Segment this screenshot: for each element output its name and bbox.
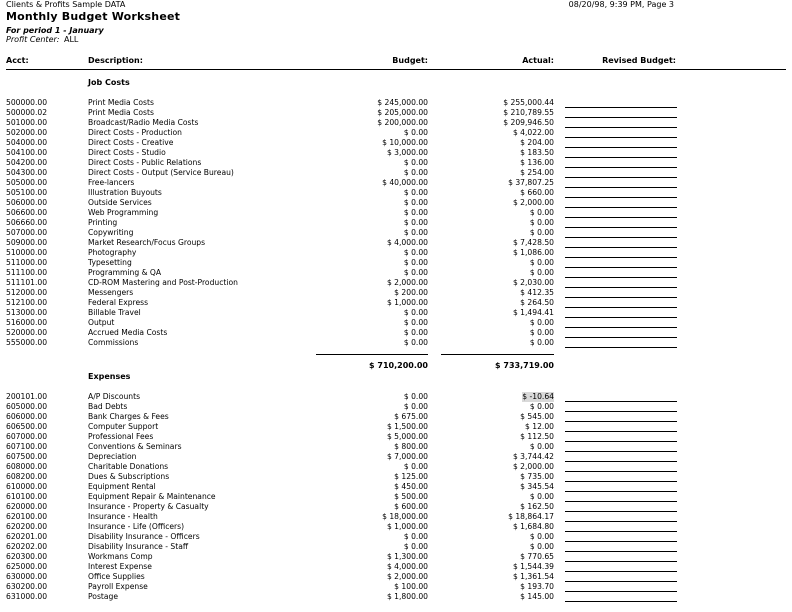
account-number: 620000.00	[6, 502, 48, 511]
budget-amount: $ 0.00	[403, 462, 428, 471]
account-number: 620300.00	[6, 552, 48, 561]
account-number: 200101.00	[6, 392, 48, 401]
table-row	[0, 412, 792, 422]
table-row	[0, 512, 792, 522]
header-rule	[6, 69, 786, 70]
budget-amount: $ 125.00	[394, 472, 428, 481]
actual-amount: $ 0.00	[529, 542, 554, 551]
table-row	[0, 522, 792, 532]
actual-amount: $ 193.70	[520, 582, 554, 591]
table-row	[0, 562, 792, 572]
budget-amount: $ 0.00	[403, 208, 428, 217]
account-description: Professional Fees	[88, 432, 154, 441]
actual-amount: $ 145.00	[520, 592, 554, 601]
budget-amount: $ 7,000.00	[386, 452, 428, 461]
table-row	[0, 552, 792, 562]
account-number: 607100.00	[6, 442, 48, 451]
budget-amount: $ 0.00	[403, 328, 428, 337]
account-description: Print Media Costs	[88, 108, 154, 117]
table-row	[0, 158, 792, 168]
account-description: Print Media Costs	[88, 98, 154, 107]
account-description: Bank Charges & Fees	[88, 412, 169, 421]
table-row	[0, 402, 792, 412]
actual-amount: $ 112.50	[520, 432, 554, 441]
account-number: 506000.00	[6, 198, 48, 207]
budget-amount: $ 0.00	[403, 228, 428, 237]
budget-amount: $ 0.00	[403, 338, 428, 347]
account-description: Federal Express	[88, 298, 149, 307]
table-row	[0, 248, 792, 258]
actual-amount: $ 3,744.42	[512, 452, 554, 461]
table-row	[0, 138, 792, 148]
budget-amount: $ 2,000.00	[386, 572, 428, 581]
account-description: Workmans Comp	[88, 552, 153, 561]
table-row	[0, 452, 792, 462]
table-row	[0, 278, 792, 288]
table-row	[0, 308, 792, 318]
account-number: 630200.00	[6, 582, 48, 591]
account-description: Accrued Media Costs	[88, 328, 168, 337]
table-row	[0, 188, 792, 198]
budget-amount: $ 0.00	[403, 402, 428, 411]
account-description: Bad Debts	[88, 402, 128, 411]
account-description: CD-ROM Mastering and Post-Production	[88, 278, 238, 287]
column-actual: Actual:	[522, 56, 554, 65]
table-row	[0, 432, 792, 442]
actual-amount: $ 545.00	[520, 412, 554, 421]
table-row	[0, 98, 792, 108]
job-costs-total-budget: $ 710,200.00	[369, 361, 428, 370]
actual-amount: $ -10.64	[522, 392, 554, 401]
account-description: Disability Insurance - Officers	[88, 532, 200, 541]
table-row	[0, 492, 792, 502]
account-description: Messengers	[88, 288, 134, 297]
account-number: 505000.00	[6, 178, 48, 187]
actual-amount: $ 255,000.44	[503, 98, 554, 107]
account-number: 509000.00	[6, 238, 48, 247]
table-row	[0, 168, 792, 178]
actual-amount: $ 1,361.54	[512, 572, 554, 581]
account-description: Photography	[88, 248, 137, 257]
account-description: Copywriting	[88, 228, 134, 237]
account-number: 620202.00	[6, 542, 48, 551]
account-number: 512000.00	[6, 288, 48, 297]
account-description: Direct Costs - Studio	[88, 148, 166, 157]
table-row	[0, 502, 792, 512]
account-description: Broadcast/Radio Media Costs	[88, 118, 199, 127]
table-row	[0, 318, 792, 328]
actual-amount: $ 37,807.25	[508, 178, 554, 187]
budget-amount: $ 0.00	[403, 542, 428, 551]
account-description: A/P Discounts	[88, 392, 141, 401]
revised-budget-entry-line[interactable]	[565, 601, 677, 602]
table-row	[0, 198, 792, 208]
account-description: Direct Costs - Public Relations	[88, 158, 202, 167]
actual-amount: $ 136.00	[520, 158, 554, 167]
account-description: Direct Costs - Production	[88, 128, 182, 137]
job-costs-total-actual: $ 733,719.00	[495, 361, 554, 370]
account-number: 506600.00	[6, 208, 48, 217]
account-number: 507000.00	[6, 228, 48, 237]
account-description: Programming & QA	[88, 268, 162, 277]
actual-amount: $ 735.00	[520, 472, 554, 481]
account-number: 606500.00	[6, 422, 48, 431]
account-number: 620201.00	[6, 532, 48, 541]
table-row	[0, 288, 792, 298]
table-row	[0, 218, 792, 228]
account-description: Illustration Buyouts	[88, 188, 162, 197]
table-row	[0, 128, 792, 138]
actual-amount: $ 0.00	[529, 318, 554, 327]
budget-amount: $ 2,000.00	[386, 278, 428, 287]
account-number: 500000.00	[6, 98, 48, 107]
account-number: 555000.00	[6, 338, 48, 347]
budget-amount: $ 0.00	[403, 198, 428, 207]
account-description: Equipment Repair & Maintenance	[88, 492, 216, 501]
report-period: For period 1 - January	[6, 26, 104, 35]
actual-amount: $ 770.65	[520, 552, 554, 561]
actual-amount: $ 0.00	[529, 442, 554, 451]
actual-amount: $ 210,789.55	[503, 108, 554, 117]
account-description: Equipment Rental	[88, 482, 156, 491]
revised-budget-entry-line[interactable]	[565, 347, 677, 348]
account-description: Computer Support	[88, 422, 159, 431]
table-row	[0, 148, 792, 158]
budget-amount: $ 675.00	[394, 412, 428, 421]
budget-amount: $ 5,000.00	[386, 432, 428, 441]
company-name: Clients & Profits Sample DATA	[6, 0, 126, 9]
account-number: 505100.00	[6, 188, 48, 197]
table-row	[0, 482, 792, 492]
account-description: Depreciation	[88, 452, 137, 461]
actual-amount: $ 1,086.00	[512, 248, 554, 257]
budget-amount: $ 450.00	[394, 482, 428, 491]
table-row	[0, 118, 792, 128]
profit-center-label: Profit Center:	[6, 35, 60, 44]
actual-amount: $ 204.00	[520, 138, 554, 147]
budget-amount: $ 205,000.00	[377, 108, 428, 117]
table-row	[0, 442, 792, 452]
account-description: Postage	[88, 592, 119, 601]
table-row	[0, 572, 792, 582]
actual-amount: $ 660.00	[520, 188, 554, 197]
budget-amount: $ 0.00	[403, 158, 428, 167]
actual-amount: $ 1,494.41	[512, 308, 554, 317]
account-number: 620200.00	[6, 522, 48, 531]
account-number: 511101.00	[6, 278, 48, 287]
account-number: 606000.00	[6, 412, 48, 421]
actual-amount: $ 4,022.00	[512, 128, 554, 137]
account-number: 511100.00	[6, 268, 48, 277]
actual-amount: $ 0.00	[529, 218, 554, 227]
budget-amount: $ 0.00	[403, 188, 428, 197]
account-number: 610100.00	[6, 492, 48, 501]
actual-amount: $ 264.50	[520, 298, 554, 307]
actual-amount: $ 0.00	[529, 402, 554, 411]
account-description: Insurance - Life (Officers)	[88, 522, 185, 531]
budget-amount: $ 1,800.00	[386, 592, 428, 601]
account-description: Free-lancers	[88, 178, 135, 187]
account-number: 502000.00	[6, 128, 48, 137]
account-number: 504000.00	[6, 138, 48, 147]
column-revised-budget: Revised Budget:	[602, 56, 676, 65]
report-title: Monthly Budget Worksheet	[6, 10, 181, 23]
account-number: 620100.00	[6, 512, 48, 521]
budget-amount: $ 500.00	[394, 492, 428, 501]
actual-amount: $ 0.00	[529, 228, 554, 237]
job-costs-actual-total-rule	[441, 354, 554, 355]
account-description: Payroll Expense	[88, 582, 148, 591]
table-row	[0, 582, 792, 592]
budget-amount: $ 0.00	[403, 168, 428, 177]
budget-amount: $ 600.00	[394, 502, 428, 511]
account-description: Charitable Donations	[88, 462, 169, 471]
table-row	[0, 178, 792, 188]
table-row	[0, 228, 792, 238]
actual-amount: $ 0.00	[529, 328, 554, 337]
budget-amount: $ 100.00	[394, 582, 428, 591]
actual-amount: $ 2,000.00	[512, 198, 554, 207]
column-budget: Budget:	[392, 56, 428, 65]
report-timestamp: 08/20/98, 9:39 PM, Page 3	[568, 0, 674, 9]
account-description: Output	[88, 318, 115, 327]
table-row	[0, 268, 792, 278]
table-row	[0, 472, 792, 482]
actual-amount: $ 209,946.50	[503, 118, 554, 127]
account-number: 510000.00	[6, 248, 48, 257]
budget-amount: $ 4,000.00	[386, 238, 428, 247]
table-row	[0, 542, 792, 552]
budget-amount: $ 1,000.00	[386, 522, 428, 531]
account-number: 500000.02	[6, 108, 48, 117]
budget-amount: $ 1,500.00	[386, 422, 428, 431]
account-description: Interest Expense	[88, 562, 152, 571]
actual-amount: $ 2,000.00	[512, 462, 554, 471]
account-number: 516000.00	[6, 318, 48, 327]
account-number: 501000.00	[6, 118, 48, 127]
account-description: Office Supplies	[88, 572, 145, 581]
budget-amount: $ 3,000.00	[386, 148, 428, 157]
account-description: Web Programming	[88, 208, 159, 217]
table-row	[0, 462, 792, 472]
job-costs-budget-total-rule	[316, 354, 428, 355]
budget-amount: $ 0.00	[403, 308, 428, 317]
actual-amount: $ 0.00	[529, 492, 554, 501]
section-title-job-costs: Job Costs	[88, 78, 130, 87]
account-description: Billable Travel	[88, 308, 141, 317]
budget-amount: $ 0.00	[403, 248, 428, 257]
actual-amount: $ 345.54	[520, 482, 554, 491]
budget-amount: $ 245,000.00	[377, 98, 428, 107]
table-row	[0, 592, 792, 602]
budget-amount: $ 800.00	[394, 442, 428, 451]
account-description: Typesetting	[88, 258, 132, 267]
budget-amount: $ 10,000.00	[382, 138, 428, 147]
actual-amount: $ 12.00	[525, 422, 554, 431]
account-description: Dues & Subscriptions	[88, 472, 170, 481]
account-number: 520000.00	[6, 328, 48, 337]
budget-amount: $ 200.00	[394, 288, 428, 297]
actual-amount: $ 0.00	[529, 268, 554, 277]
account-number: 607500.00	[6, 452, 48, 461]
actual-amount: $ 0.00	[529, 532, 554, 541]
account-description: Disability Insurance - Staff	[88, 542, 189, 551]
account-description: Direct Costs - Output (Service Bureau)	[88, 168, 234, 177]
budget-amount: $ 0.00	[403, 532, 428, 541]
budget-amount: $ 0.00	[403, 258, 428, 267]
budget-amount: $ 40,000.00	[382, 178, 428, 187]
account-number: 504100.00	[6, 148, 48, 157]
account-number: 511000.00	[6, 258, 48, 267]
account-number: 513000.00	[6, 308, 48, 317]
account-description: Conventions & Seminars	[88, 442, 182, 451]
budget-amount: $ 1,000.00	[386, 298, 428, 307]
actual-amount: $ 2,030.00	[512, 278, 554, 287]
account-number: 608000.00	[6, 462, 48, 471]
column-description: Description:	[88, 56, 143, 65]
table-row	[0, 532, 792, 542]
account-description: Insurance - Property & Casualty	[88, 502, 209, 511]
table-row	[0, 208, 792, 218]
actual-amount: $ 412.35	[520, 288, 554, 297]
account-description: Printing	[88, 218, 118, 227]
actual-amount: $ 1,544.39	[512, 562, 554, 571]
actual-amount: $ 1,684.80	[512, 522, 554, 531]
actual-amount: $ 0.00	[529, 258, 554, 267]
table-row	[0, 338, 792, 348]
budget-amount: $ 1,300.00	[386, 552, 428, 561]
table-row	[0, 392, 792, 402]
account-description: Outside Services	[88, 198, 152, 207]
actual-amount: $ 7,428.50	[512, 238, 554, 247]
actual-amount: $ 183.50	[520, 148, 554, 157]
actual-amount: $ 0.00	[529, 208, 554, 217]
actual-amount: $ 162.50	[520, 502, 554, 511]
budget-amount: $ 0.00	[403, 128, 428, 137]
account-description: Insurance - Health	[88, 512, 158, 521]
account-number: 607000.00	[6, 432, 48, 441]
budget-amount: $ 18,000.00	[382, 512, 428, 521]
account-description: Market Research/Focus Groups	[88, 238, 206, 247]
budget-amount: $ 4,000.00	[386, 562, 428, 571]
account-number: 504200.00	[6, 158, 48, 167]
account-number: 630000.00	[6, 572, 48, 581]
account-number: 605000.00	[6, 402, 48, 411]
table-row	[0, 258, 792, 268]
account-number: 512100.00	[6, 298, 48, 307]
budget-amount: $ 0.00	[403, 268, 428, 277]
section-title-expenses: Expenses	[88, 372, 131, 381]
account-number: 504300.00	[6, 168, 48, 177]
account-number: 631000.00	[6, 592, 48, 601]
profit-center-value: ALL	[64, 35, 79, 44]
budget-amount: $ 200,000.00	[377, 118, 428, 127]
table-row	[0, 298, 792, 308]
account-number: 610000.00	[6, 482, 48, 491]
column-acct: Acct:	[6, 56, 29, 65]
account-description: Commissions	[88, 338, 139, 347]
table-row	[0, 328, 792, 338]
account-number: 625000.00	[6, 562, 48, 571]
actual-amount: $ 18,864.17	[508, 512, 554, 521]
budget-amount: $ 0.00	[403, 218, 428, 227]
account-number: 608200.00	[6, 472, 48, 481]
actual-amount: $ 254.00	[520, 168, 554, 177]
account-number: 506660.00	[6, 218, 48, 227]
actual-amount: $ 0.00	[529, 338, 554, 347]
account-description: Direct Costs - Creative	[88, 138, 174, 147]
budget-amount: $ 0.00	[403, 392, 428, 401]
budget-amount: $ 0.00	[403, 318, 428, 327]
table-row	[0, 422, 792, 432]
table-row	[0, 238, 792, 248]
table-row	[0, 108, 792, 118]
